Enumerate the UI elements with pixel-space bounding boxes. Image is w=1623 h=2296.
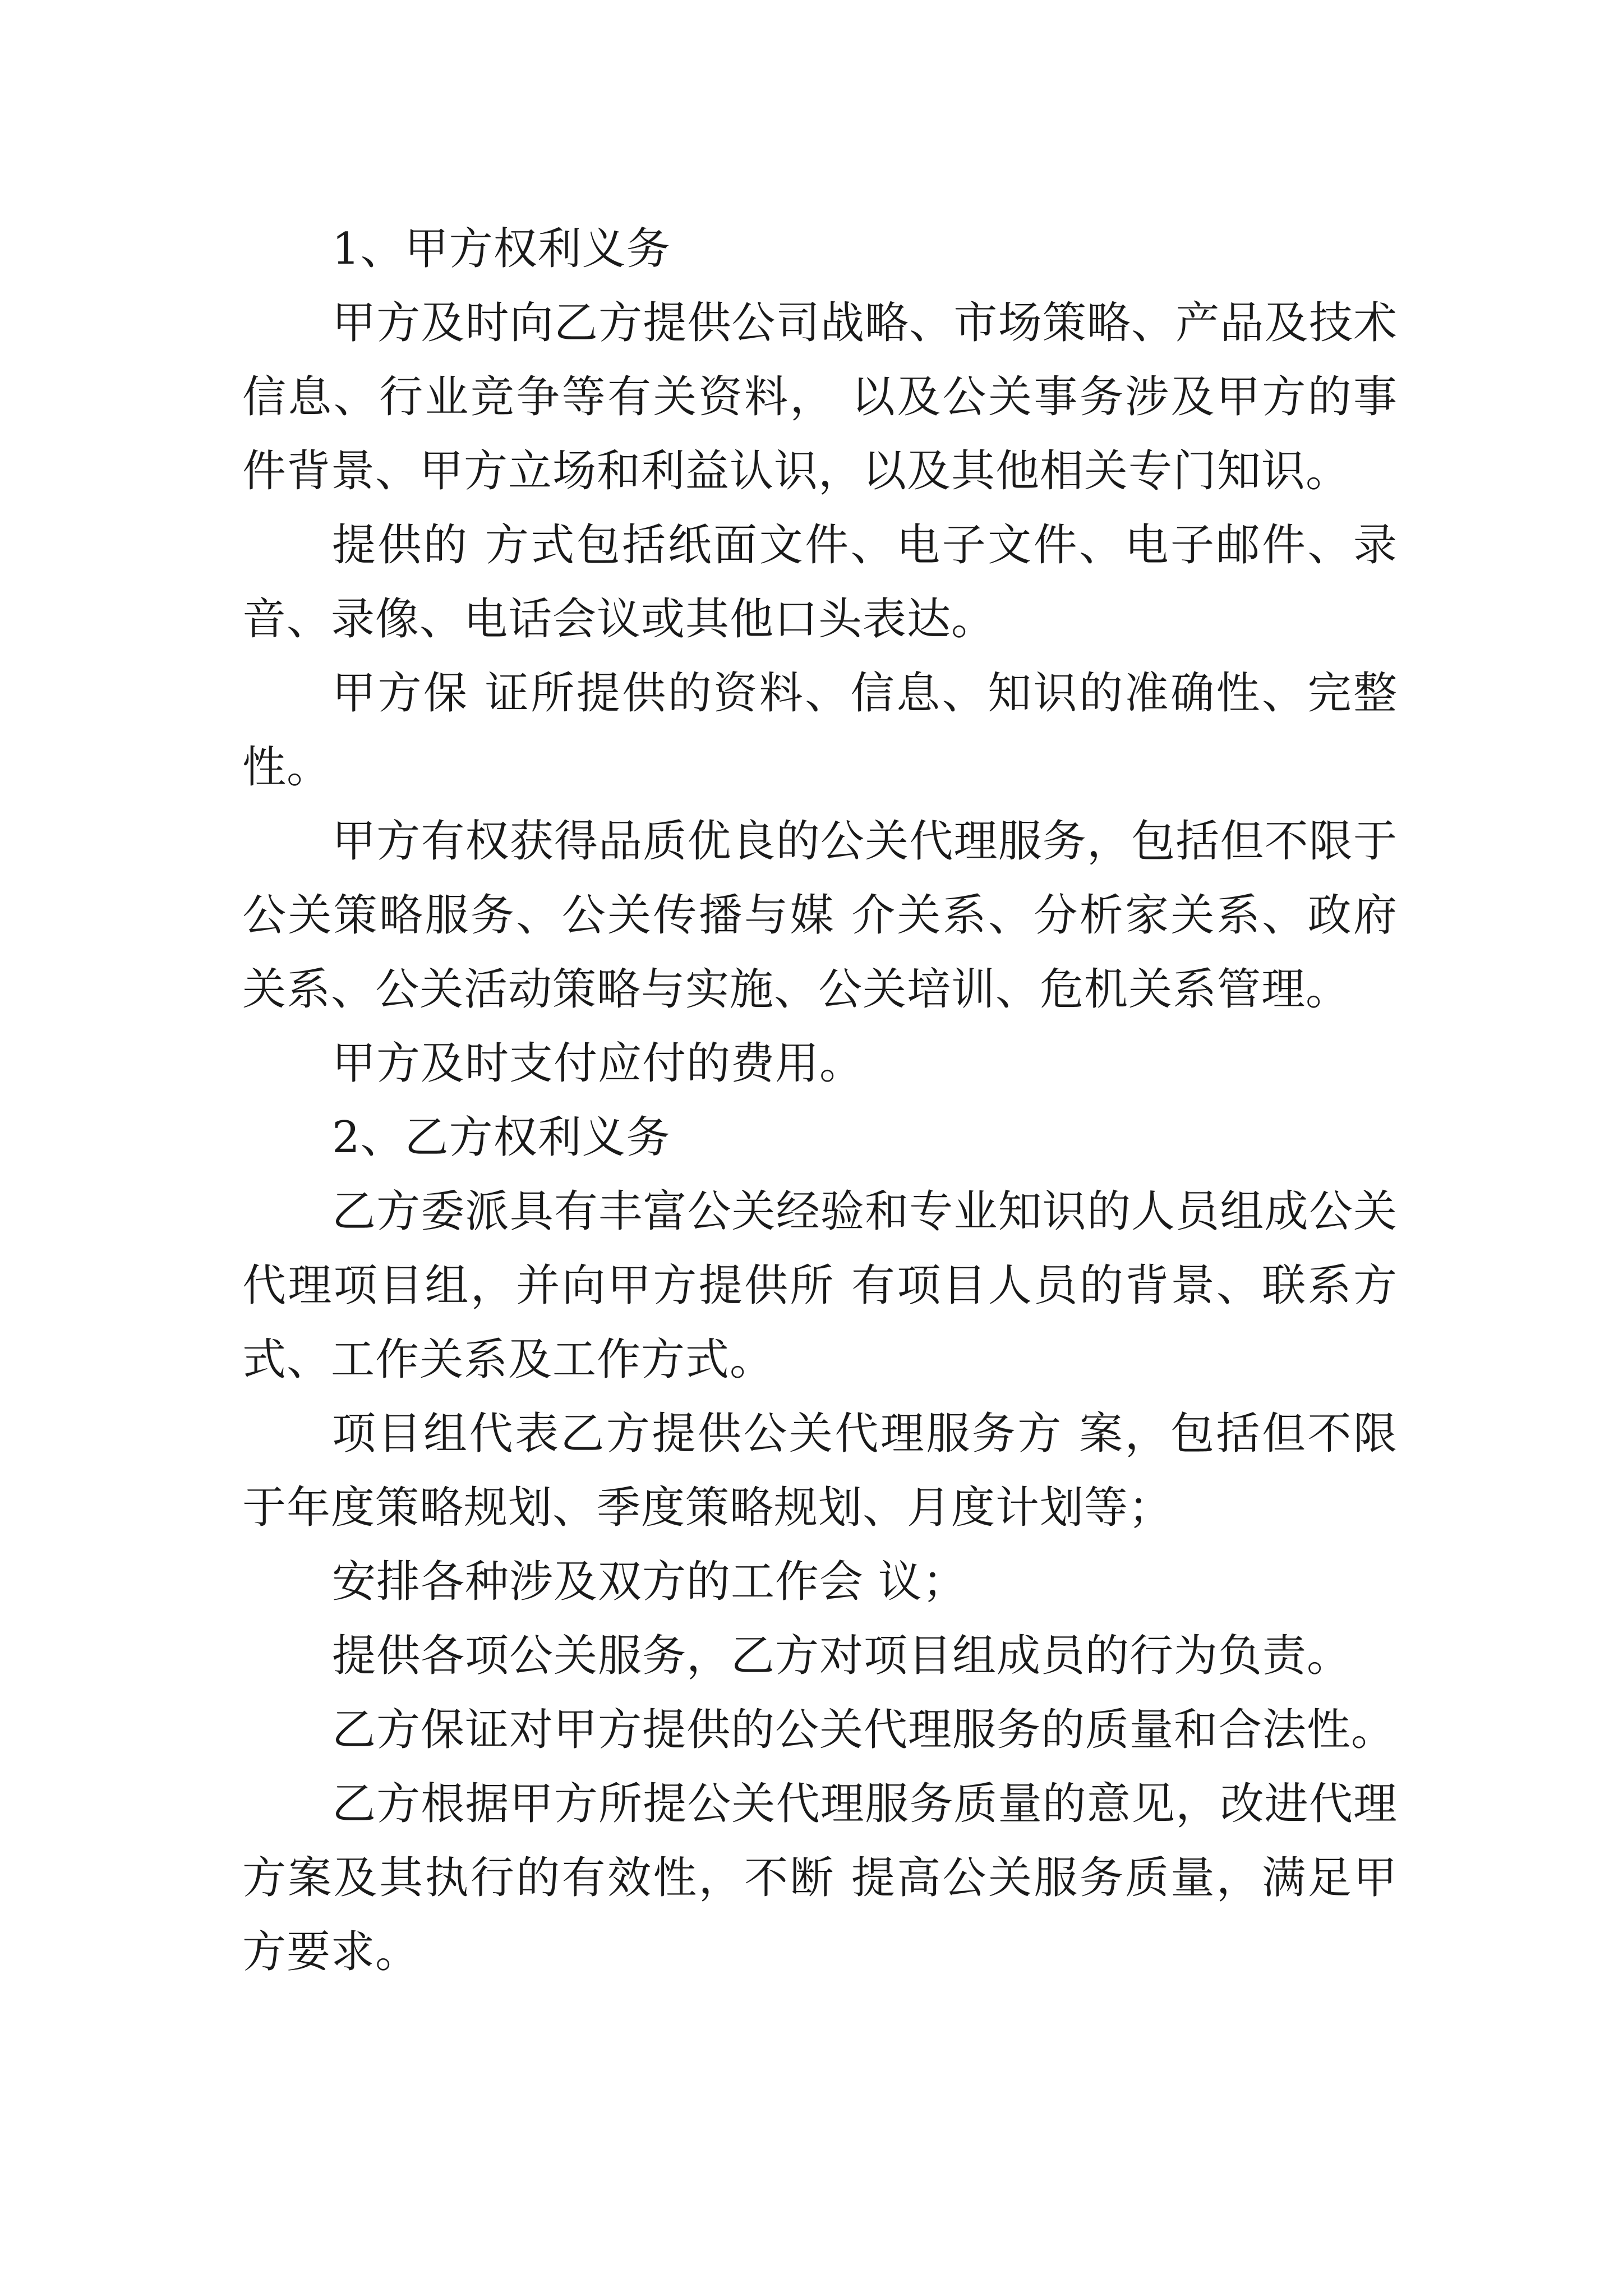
paragraph: 安排各种涉及双方的工作会 议； <box>332 1557 967 1607</box>
paragraph: 甲方保 证所提供的资料、信息、知识的准确性、完整性。 <box>242 668 1398 793</box>
paragraph: 项目组代表乙方提供公关代理服务方 案，包括但不限于年度策略规划、季度策略规划、月度计划等； <box>242 1409 1398 1533</box>
section-heading-party-b: 2、乙方权利义务 <box>332 1112 671 1163</box>
section-heading-party-a: 1、甲方权利义务 <box>332 224 671 274</box>
paragraph: 乙方保证对甲方提供的公关代理服务的质量和合法性。 <box>332 1705 1396 1755</box>
paragraph: 甲方有权获得品质优良的公关代理服务，包括但不限于公关策略服务、公关传播与媒 介关系、分析家关系、政府关系、公关活动策略与实施、公关培训、危机关系管理。 <box>242 816 1398 1015</box>
paragraph: 甲方及时支付应付的费用。 <box>332 1038 864 1089</box>
paragraph: 乙方根据甲方所提公关代理服务质量的意见，改进代理方案及其执行的有效性，不断 提高公关服务质量，满足甲方要求。 <box>242 1779 1398 1977</box>
paragraph: 提供各项公关服务，乙方对项目组成员的行为负责。 <box>332 1631 1352 1681</box>
paragraph: 甲方及时向乙方提供公司战略、市场策略、产品及技术信息、行业竞争等有关资料， 以及公关事务涉及甲方的事件背景、甲方立场和利益认识，以及其他相关专门知识。 <box>242 298 1398 496</box>
document-body <box>242 212 1398 1989</box>
paragraph: 提供的 方式包括纸面文件、电子文件、电子邮件、录音、录像、电话会议或其他口头表达。 <box>242 520 1398 645</box>
paragraph: 乙方委派具有丰富公关经验和专业知识的人员组成公关代理项目组，并向甲方提供所 有项目人员的背景、联系方式、工作关系及工作方式。 <box>242 1186 1398 1385</box>
